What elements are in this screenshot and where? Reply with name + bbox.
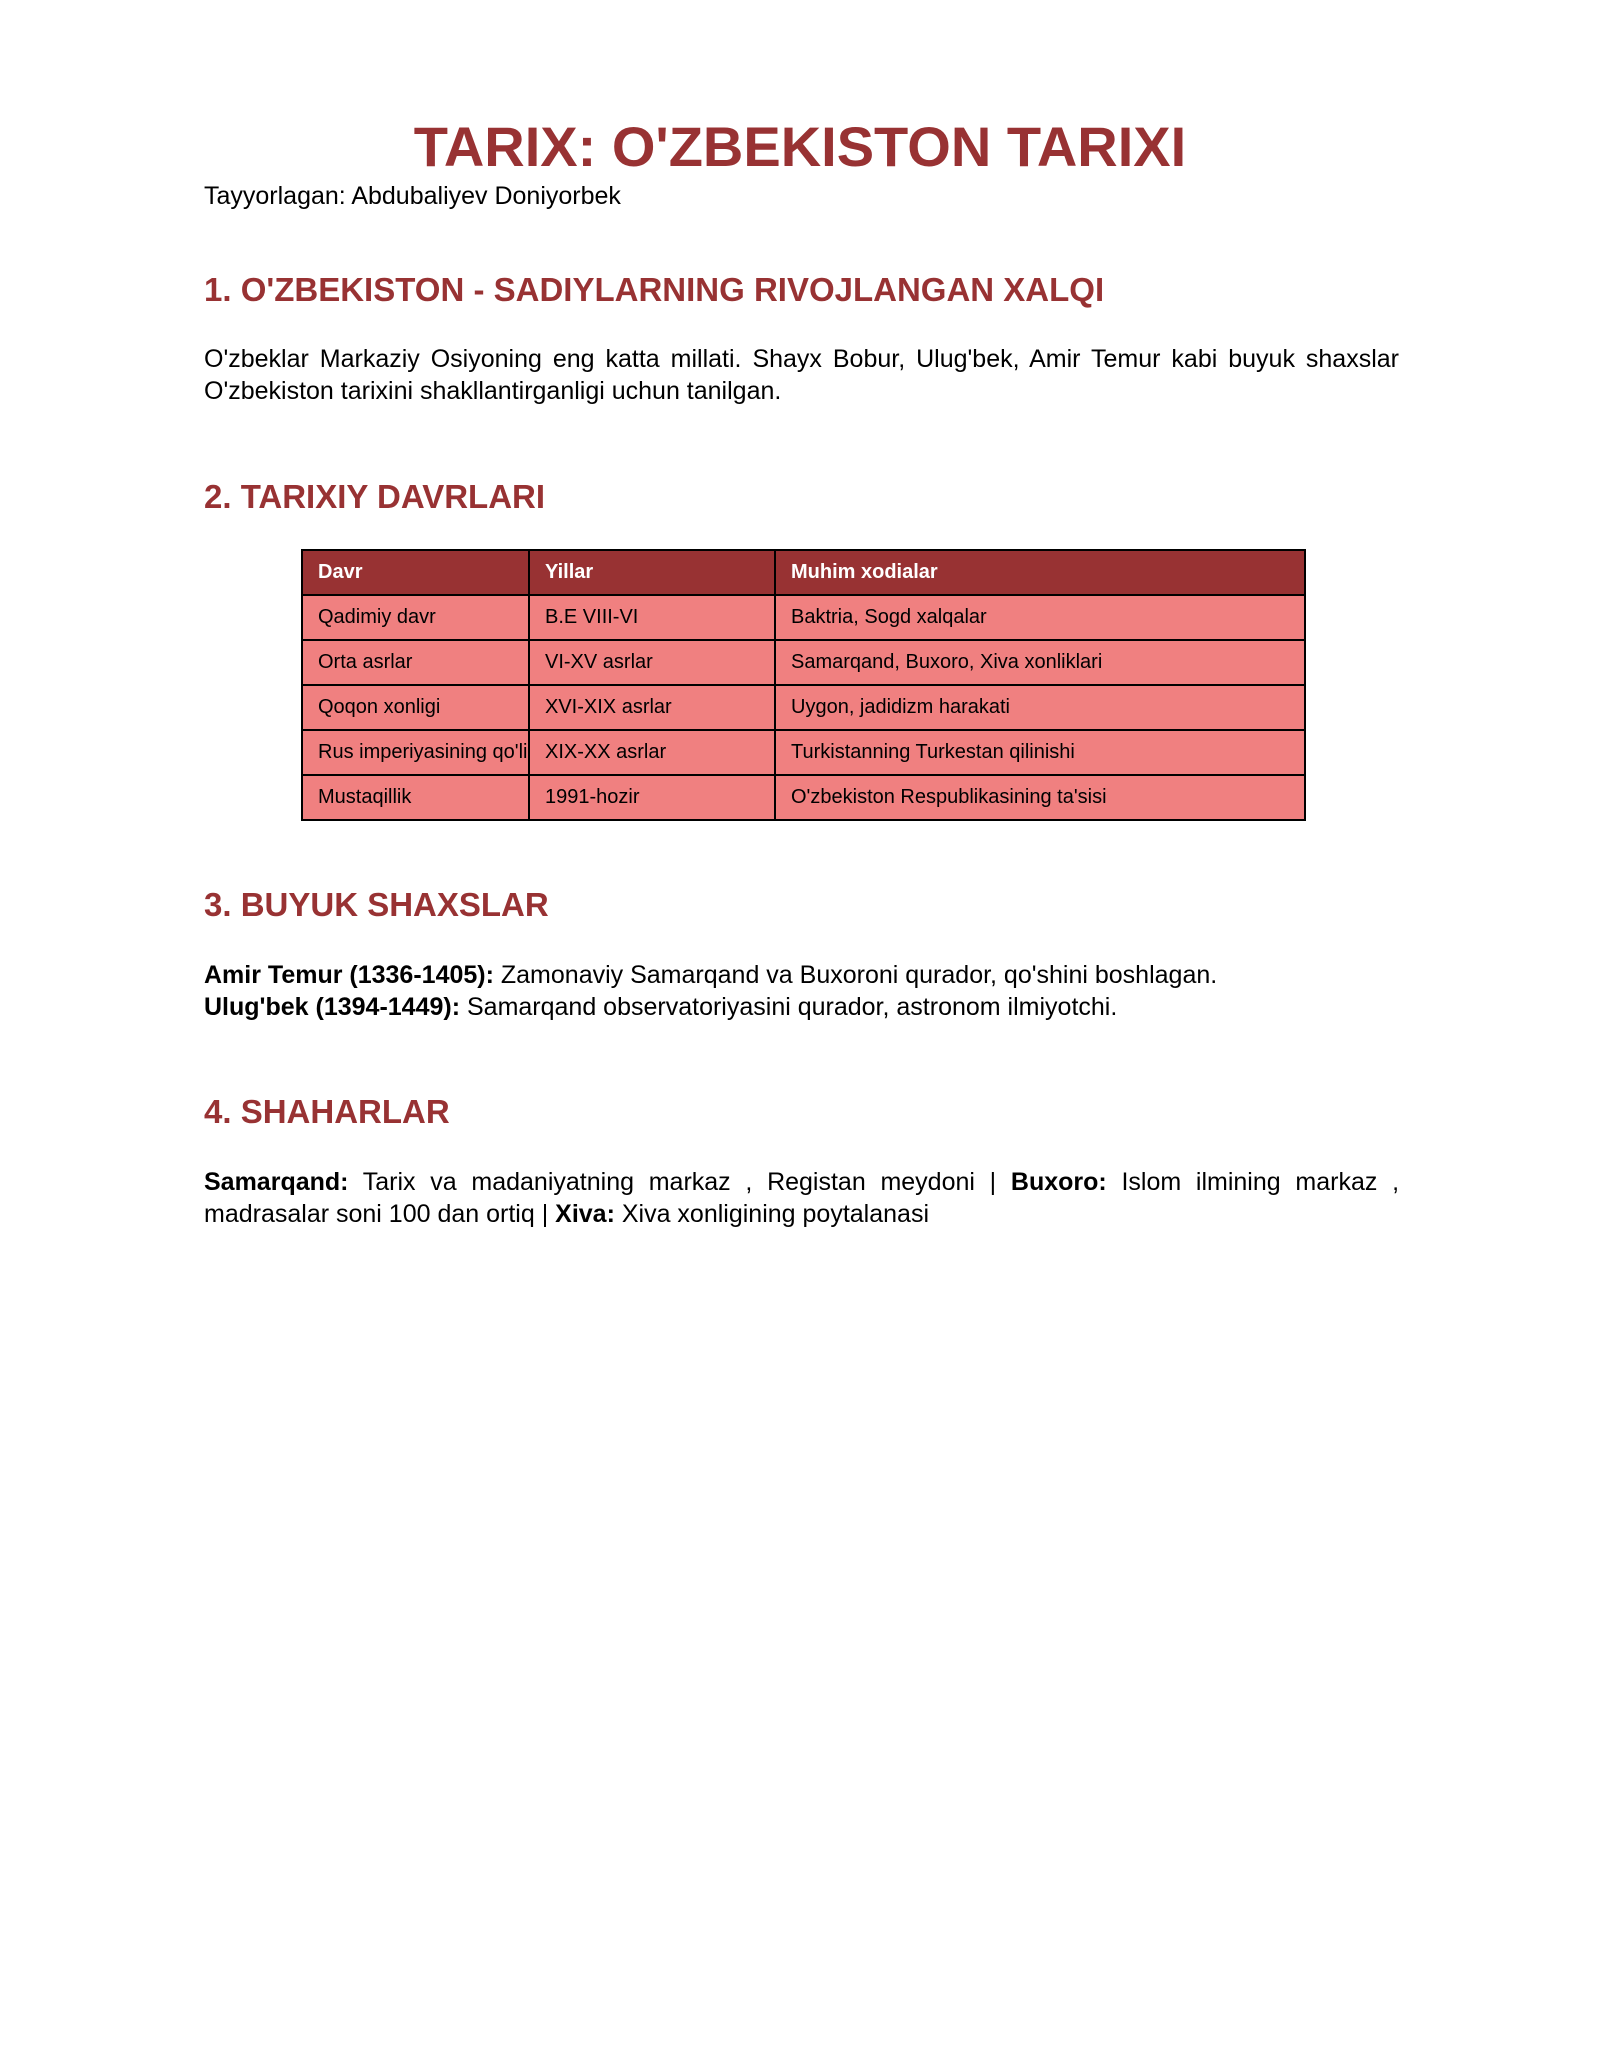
table-cell: Uygon, jadidizm harakati (775, 685, 1305, 730)
city-name: Buxoro: (1010, 1168, 1107, 1196)
table-cell: Rus imperiyasining qo'li (302, 730, 529, 775)
table-row (302, 640, 1305, 685)
document-title: TARIX: O'ZBEKISTON TARIXI (413, 115, 1187, 178)
document-author: Tayyorlagan: Abdubaliyev Doniyorbek (204, 182, 621, 210)
table-cell: XVI-XIX asrlar (529, 685, 775, 730)
person-name: Amir Temur (1336-1405): (204, 961, 494, 989)
city-name: Samarqand: (204, 1168, 349, 1196)
section-4-heading: 4. SHAHARLAR (204, 1093, 450, 1130)
table-cell: VI-XV asrlar (529, 640, 775, 685)
section-4-text (204, 1166, 1399, 1230)
person-name: Ulug'bek (1394-1449): (204, 993, 461, 1021)
periods-table (301, 549, 1306, 821)
section-2-heading: 2. TARIXIY DAVRLARI (204, 478, 546, 515)
section-3-heading: 3. BUYUK SHAXSLAR (204, 886, 549, 923)
table-row (302, 775, 1305, 820)
table-cell: Qoqon xonligi (302, 685, 529, 730)
table-cell: Orta asrlar (302, 640, 529, 685)
table-row (302, 685, 1305, 730)
table-cell: B.E VIII-VI (529, 595, 775, 640)
city-description: Islom ilmining markaz , madrasalar soni 100 dan ortiq | (204, 1168, 1400, 1228)
city-name: Xiva: (555, 1200, 615, 1228)
city-description: Xiva xonligining poytalanasi (614, 1200, 929, 1228)
table-header-cell: Yillar (529, 550, 775, 595)
table-row (302, 595, 1305, 640)
section-1-heading: 1. O'ZBEKISTON - SADIYLARNING RIVOJLANGAN XALQI (204, 271, 1105, 308)
table-header-row (302, 550, 1305, 595)
table-header-cell: Davr (302, 550, 529, 595)
person-description: Zamonaviy Samarqand va Buxoroni qurador, qo'shini boshlagan. (493, 961, 1218, 989)
section-1-text: O'zbeklar Markaziy Osiyoning eng katta millati. Shayx Bobur, Ulug'bek, Amir Temur kabi buyuk shaxslar O'zbekiston tarixini shakllantirganligi uchun tanilgan. (204, 345, 1399, 405)
city-description: Tarix va madaniyatning markaz , Registan meydoni | (348, 1168, 1011, 1196)
table-cell: Samarqand, Buxoro, Xiva xonliklari (775, 640, 1305, 685)
section-3-text (204, 959, 1399, 1023)
table-cell: Turkistanning Turkestan qilinishi (775, 730, 1305, 775)
table-cell: XIX-XX asrlar (529, 730, 775, 775)
table-header-cell: Muhim xodialar (775, 550, 1305, 595)
table-cell: Qadimiy davr (302, 595, 529, 640)
table-cell: O'zbekiston Respublikasining ta'sisi (775, 775, 1305, 820)
table-cell: 1991-hozir (529, 775, 775, 820)
table-row (302, 730, 1305, 775)
person-description: Samarqand observatoriyasini qurador, astronom ilmiyotchi. (460, 993, 1118, 1021)
table-cell: Baktria, Sogd xalqalar (775, 595, 1305, 640)
table-cell: Mustaqillik (302, 775, 529, 820)
